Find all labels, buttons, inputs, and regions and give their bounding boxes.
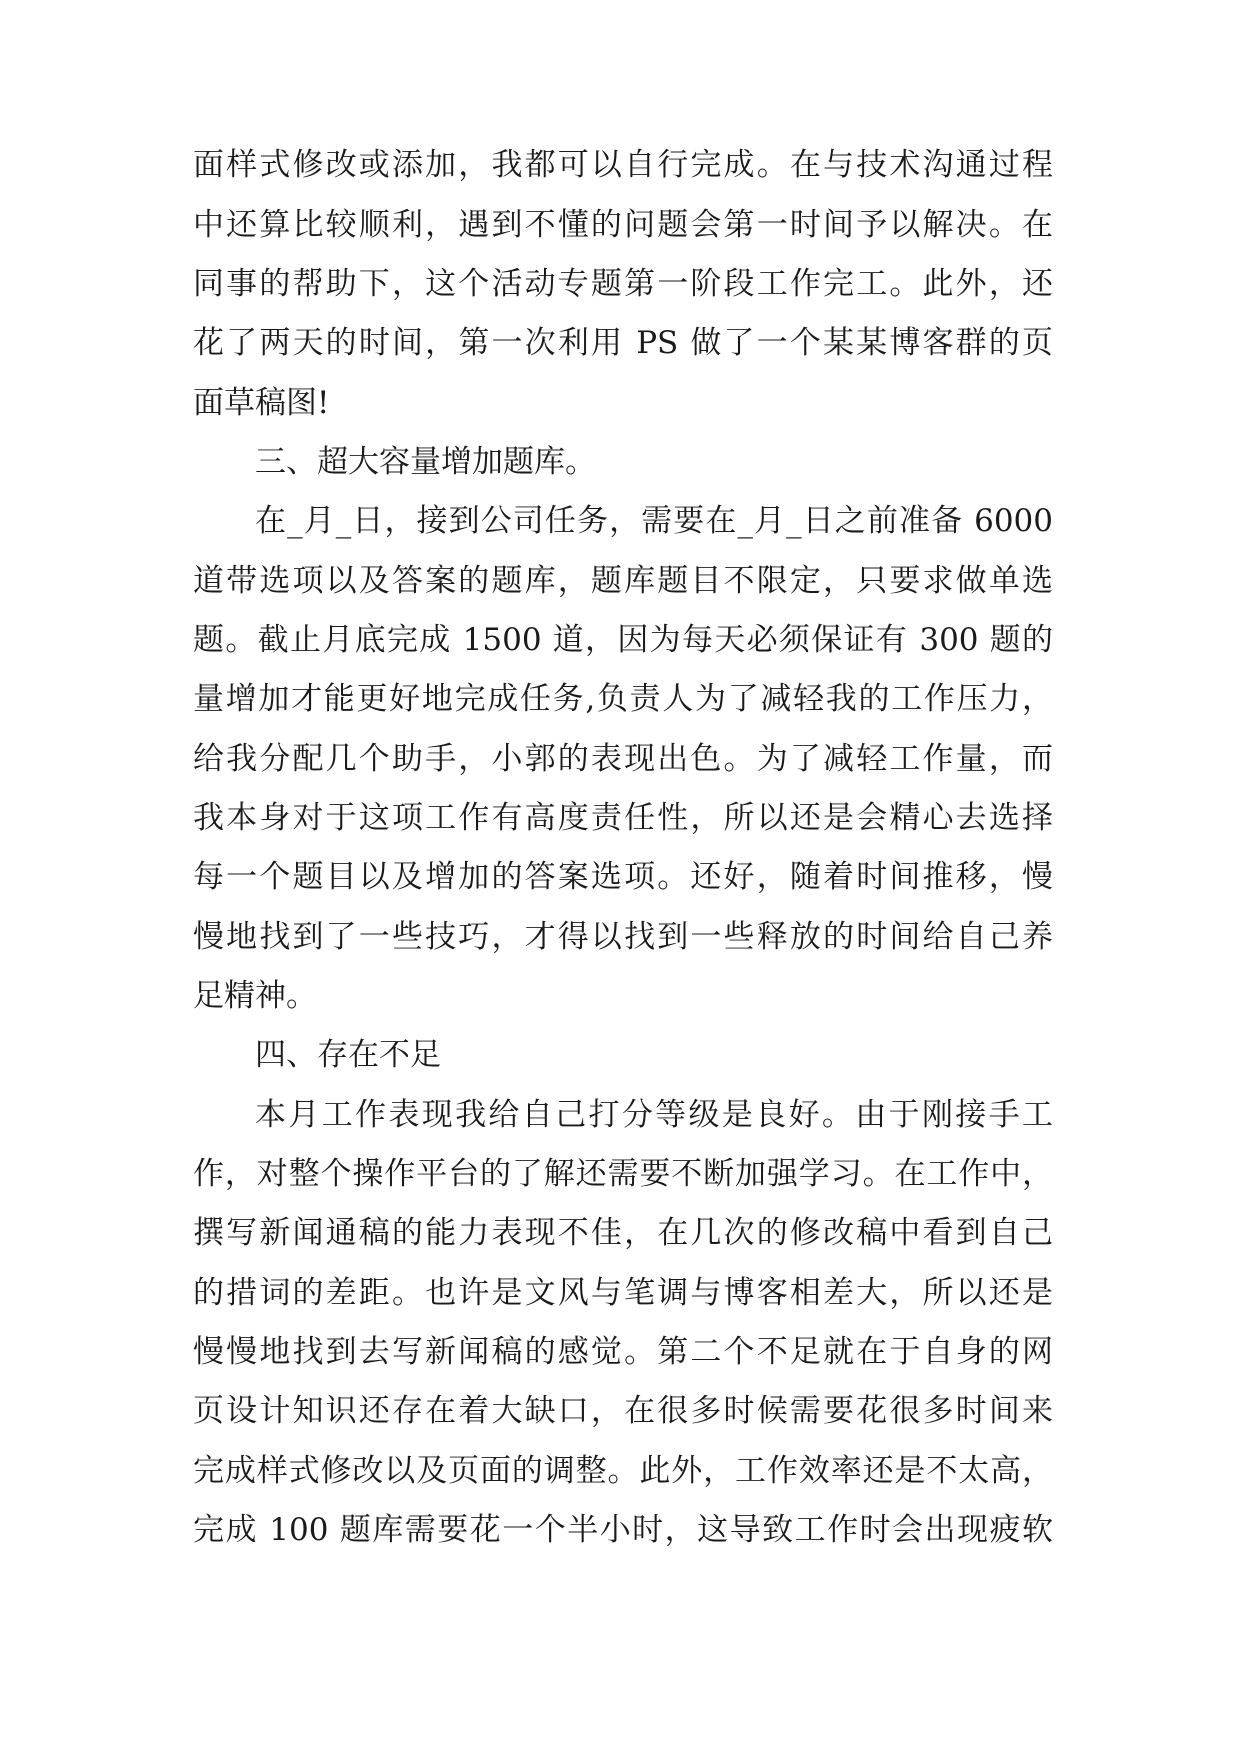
text-line: 在_月_日，接到公司任务，需要在_月_日之前准备 6000 <box>255 503 1053 539</box>
text-line: 题。截止月底完成 1500 道，因为每天必须保证有 300 题的 <box>193 622 1053 658</box>
text-line: 每一个题目以及增加的答案选项。还好，随着时间推移，慢 <box>193 859 1053 895</box>
text-line: 完成 100 题库需要花一个半小时，这导致工作时会出现疲软 <box>193 1512 1053 1548</box>
section-heading-4: 四、存在不足 <box>255 1037 441 1073</box>
text-line: 本月工作表现我给自己打分等级是良好。由于刚接手工 <box>255 1097 1053 1133</box>
text-line: 页设计知识还存在着大缺口，在很多时候需要花很多时间来 <box>193 1393 1053 1429</box>
text-line: 的措词的差距。也许是文风与笔调与博客相差大，所以还是 <box>193 1275 1053 1311</box>
text-line: 面草稿图! <box>193 385 330 421</box>
text-line: 完成样式修改以及页面的调整。此外，工作效率还是不太高， <box>193 1453 1053 1489</box>
text-line: 量增加才能更好地完成任务,负责人为了减轻我的工作压力， <box>193 681 1053 717</box>
text-line: 足精神。 <box>193 978 317 1014</box>
text-line: 我本身对于这项工作有高度责任性，所以还是会精心去选择 <box>193 800 1053 836</box>
text-line: 面样式修改或添加，我都可以自行完成。在与技术沟通过程 <box>193 147 1053 183</box>
text-line: 道带选项以及答案的题库，题库题目不限定，只要求做单选 <box>193 563 1053 599</box>
text-line: 慢慢地找到去写新闻稿的感觉。第二个不足就在于自身的网 <box>193 1334 1053 1370</box>
text-line: 给我分配几个助手，小郭的表现出色。为了减轻工作量，而 <box>193 741 1053 777</box>
text-line: 撰写新闻通稿的能力表现不佳，在几次的修改稿中看到自己 <box>193 1215 1053 1251</box>
text-line: 花了两天的时间，第一次利用 PS 做了一个某某博客群的页 <box>193 325 1053 361</box>
text-line: 作，对整个操作平台的了解还需要不断加强学习。在工作中， <box>193 1156 1053 1192</box>
section-heading-3: 三、超大容量增加题库。 <box>255 444 596 480</box>
text-line: 同事的帮助下，这个活动专题第一阶段工作完工。此外，还 <box>193 266 1053 302</box>
text-line: 慢地找到了一些技巧，才得以找到一些释放的时间给自己养 <box>193 919 1053 955</box>
text-line: 中还算比较顺利，遇到不懂的问题会第一时间予以解决。在 <box>193 207 1053 243</box>
